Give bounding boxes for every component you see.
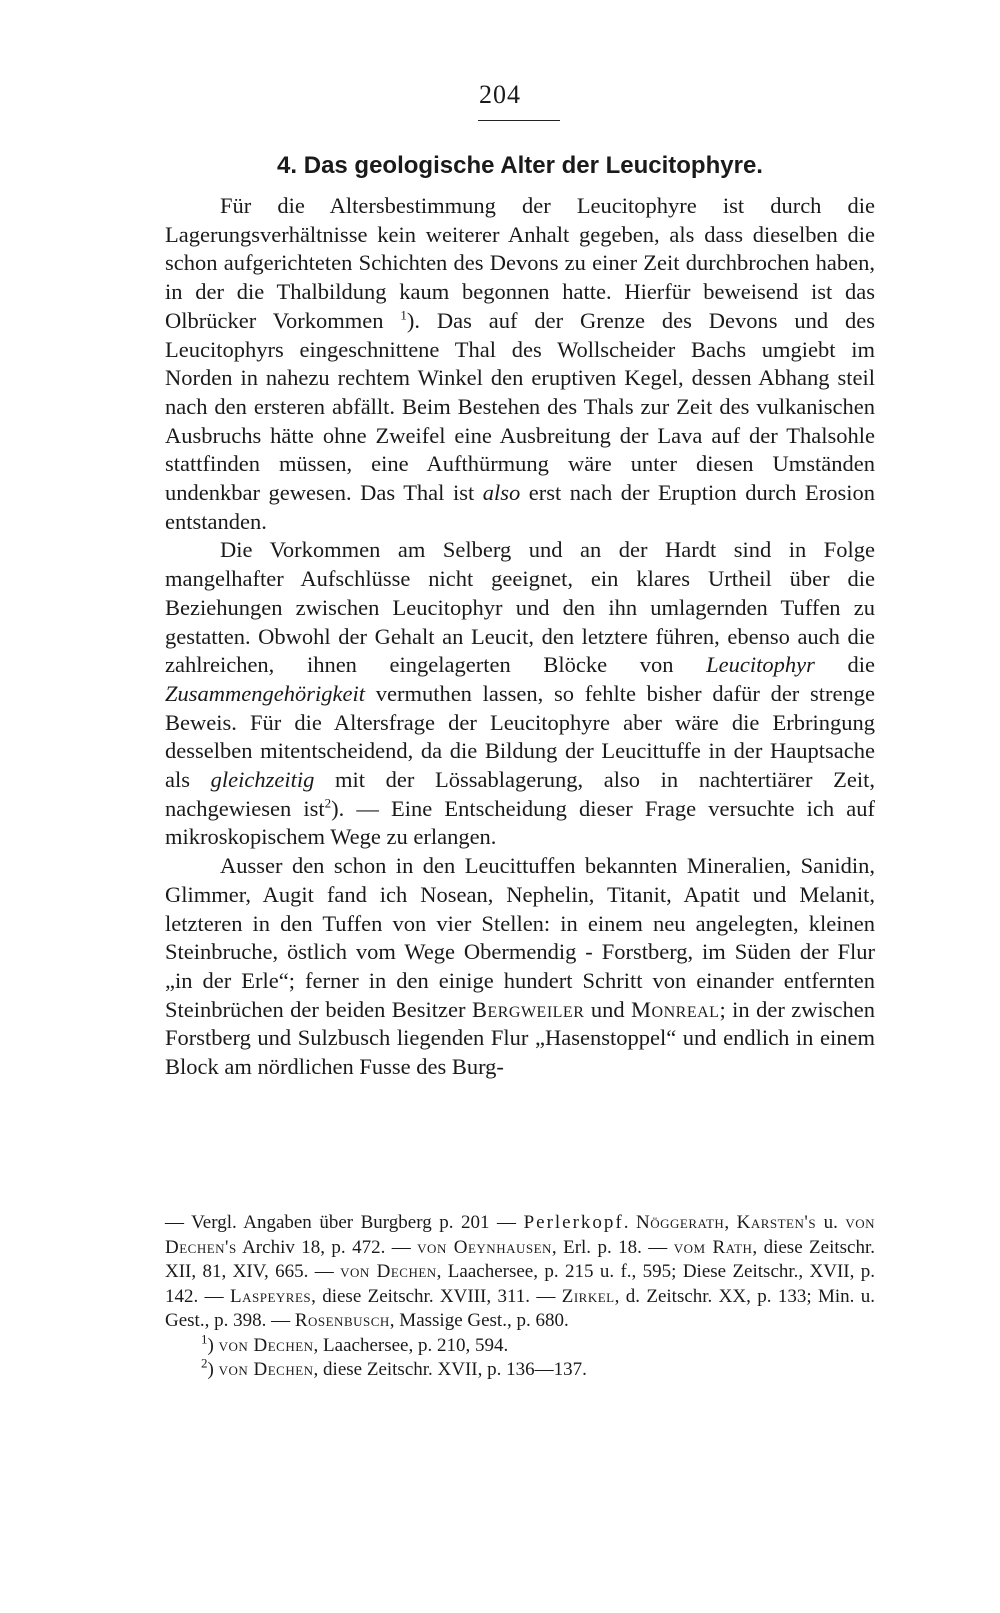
paragraph-1: Für die Altersbestimmung der Leucitophyre ist durch die Lagerungsverhältnisse kein weiterer Anhalt gegeben, als dass dieselben die schon aufgerichteten Schichten des Devons zu einer Zeit durchbrochen haben, in der die Thalbildung kaum begonnen hatte. Hierfür beweisend ist das Olbrücker Vorkommen $^1$). Das auf der Grenze des Devons und des Leucitophyrs eingeschnittene Thal des Wollscheider Bachs umgiebt im Norden in nahezu rechtem Winkel den eruptiven Kegel, dessen Abhang steil nach den ersteren abfällt. Beim Bestehen des Thals zur Zeit des vulkanischen Ausbruchs hätte ohne Zweifel eine Ausbreitung der Lava auf der Thalsohle stattfinden müssen, eine Aufthürmung wäre unter diesen Umständen undenkbar gewesen. Das Thal ist also erst nach der Eruption durch Erosion entstanden.: [165, 193, 875, 534]
footnote-2: $^2$) von Dechen, diese Zeitschr. XVII, p. 136—137.: [201, 1355, 587, 1380]
paragraph-2: Die Vorkommen am Selberg und an der Hardt sind in Folge mangelhafter Aufschlüsse nicht geeignet, ein klares Urtheil über die Beziehungen zwischen Leucitophyr und den ihn umlagernden Tuffen zu gestatten. Obwohl der Gehalt an Leucit, den letztere führen, ebenso auch die zahlreichen, ihnen eingelagerten Blöcke von Leucitophyr die Zusammengehörigkeit vermuthen lassen, so fehlte bisher dafür der strenge Beweis. Für die Altersfrage der Leucitophyre aber wäre die Erbringung desselben mitentscheidend, da die Bildung der Leucittuffe in der Hauptsache als gleichzeitig mit der Lössablagerung, also in nachtertiärer Zeit, nachgewiesen ist$^2$). — Eine Entscheidung dieser Frage versuchte ich auf mikroskopischem Wege zu erlangen.: [165, 537, 875, 850]
footnote-1: $^1$) von Dechen, Laachersee, p. 210, 594.: [201, 1331, 509, 1356]
footnote-continued: — Vergl. Angaben über Burgberg p. 201 — Perlerkopf. Nöggerath, Karsten's u. von Dechen's Archiv 18, p. 472. — von Oeynhausen, Erl. p. 18. — vom Rath, diese Zeitschr. XII, 81, XIV, 665. — von Dechen, Laachersee, p. 215 u. f., 595; Diese Zeitschr., XVII, p. 142. — Laspeyres, diese Zeitschr. XVIII, 311. — Zirkel, d. Zeitschr. XX, p. 133; Min. u. Gest., p. 398. — Rosenbusch, Massige Gest., p. 680.: [165, 1212, 876, 1331]
section-heading: 4. Das geologische Alter der Leucitophyre.: [277, 152, 763, 179]
footnote-ref-1: 1: [400, 307, 407, 323]
footnotes: [165, 1211, 875, 1383]
footnote-ref-2: 2: [324, 795, 332, 811]
page-number: 204: [479, 80, 521, 109]
page-number-rule: [478, 120, 560, 121]
paragraph-3: Ausser den schon in den Leucittuffen bekannten Mineralien, Sanidin, Glimmer, Augit fand ich Nosean, Nephelin, Titanit, Apatit und Melanit, letzteren in den Tuffen von vier Stellen: in einem neu angelegten, kleinen Steinbruche, östlich vom Wege Obermendig - Forstberg, im Süden der Flur „in der Erle“; ferner in den einige hundert Schritt von einander entfernten Steinbrüchen der beiden Besitzer Bergweiler und Monreal; in der zwischen Forstberg und Sulzbusch liegenden Flur „Hasenstoppel“ und endlich in einem Block am nördlichen Fusse des Burg-: [165, 853, 875, 1080]
body-text: [165, 192, 875, 1082]
